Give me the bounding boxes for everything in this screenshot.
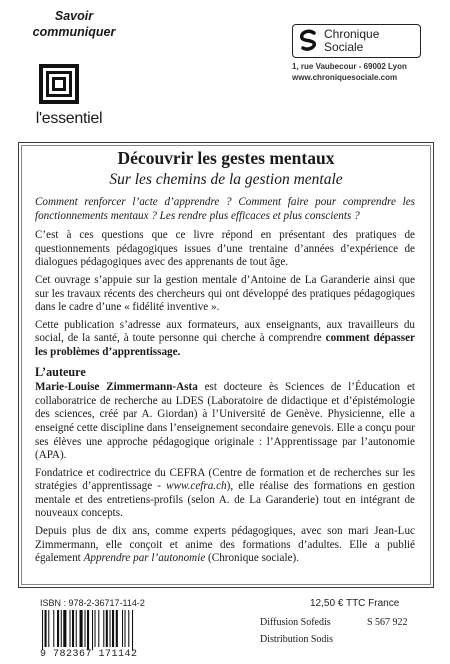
barcode-number: 9 782367 171142: [40, 649, 138, 660]
barcode-bar: [80, 610, 83, 647]
isbn: ISBN : 978-2-36717-114-2: [40, 598, 145, 608]
distribution-1: Diffusion Sofedis: [260, 617, 331, 628]
barcode-bar: [76, 610, 77, 647]
barcode-bar: [42, 610, 43, 650]
barcode-bar: [53, 610, 54, 647]
publisher-logo-box: [292, 24, 421, 58]
author-bio-2: Fondatrice et codirectrice du CEFRA (Centre de formation et de recherches sur les stratégies d’apprentissage - www.cefra.ch), elle réalise des formations en gestion mentale et des entretiens-profils (selon A. de La Garanderie) tout en intégrant de nouveaux concepts.: [35, 466, 415, 520]
barcode-bar: [48, 610, 49, 647]
barcode-bar: [132, 610, 133, 650]
price: 12,50 € TTC France: [310, 598, 400, 609]
barcode-bar: [72, 610, 74, 647]
other-book-title: Apprendre par l’autonomie: [83, 552, 206, 565]
series-name: l'essentiel: [35, 110, 103, 127]
paragraph-2: Cet ouvrage s’appuie sur la gestion mentale d’Antoine de La Garanderie ainsi que sur les travaux récents des chercheurs qui ont développé des pratiques pédagogiques dans le cadre d’une « fidélité inventive ».: [35, 273, 415, 314]
paragraph-3: Cette publication s’adresse aux formateurs, aux enseignants, aux travailleurs du social, de la santé, à toute personne qui cherche à comprendre comment dépasser les problèmes d’apprentissage.: [35, 318, 415, 358]
barcode-bar: [128, 610, 129, 647]
barcode-bar: [85, 610, 86, 647]
author-bio-1: Marie-Louise Zimmermann-Asta est docteure ès Sciences de l’Éducation et collaboratrice de recherche au LDES (Laboratoire de didactique et d’épistémologie des sciences, créé par A. Giordan) à l’Université de Genève. Physicienne, elle a enseigné cette discipline dans l’enseignement secondaire genevois. Elle a conçu pour ses élèves une approche pédagogique originale : l’Apprentissage par l’autonomie (APA).: [35, 381, 415, 462]
barcode-bar: [92, 610, 93, 650]
distribution-2: Distribution Sodis: [260, 634, 334, 645]
barcode-bar: [122, 610, 123, 647]
author-bio-3: Depuis plus de dix ans, comme experts pédagogiques, avec son mari Jean-Luc Zimmermann, elle conçoit et anime des formations d’adultes. Elle a publié également Apprendre par l’autonomie (Chronique sociale).: [35, 525, 415, 565]
barcode: [40, 610, 168, 650]
series-line1: Savoir: [54, 9, 94, 23]
barcode-bar: [45, 610, 47, 647]
intro-questions: Comment renforcer l’acte d’apprendre ? Comment faire pour comprendre les fonctionnements mentaux ? Les rendre plus efficaces et plus conscients ?: [35, 196, 415, 222]
barcode-bar: [98, 610, 99, 647]
barcode-bar: [63, 610, 66, 647]
barcode-bar: [112, 610, 114, 647]
barcode-bar: [106, 610, 108, 647]
publisher-name: Chronique Sociale: [324, 27, 380, 54]
distribution-code: S 567 922: [367, 617, 408, 628]
barcode-bar: [87, 610, 89, 650]
concentric-squares-icon: [39, 64, 79, 104]
cefra-website: www.cefra.ch: [166, 480, 227, 493]
barcode-bar: [70, 610, 71, 647]
book-subtitle: Sur les chemins de la gestion mentale: [109, 171, 343, 188]
barcode-bar: [103, 610, 104, 647]
paragraph-1: C’est à ces questions que ce livre répond en présentant des pratiques de questionnements pédagogiques issues d’une trentaine d’années d’expérience de dialogues pédagogiques avec des apprenants de tout âge.: [35, 229, 415, 269]
barcode-bar: [61, 610, 62, 647]
barcode-bar: [110, 610, 111, 647]
barcode-bar: [57, 610, 59, 647]
series-line2: communiquer: [32, 25, 116, 39]
barcode-bar: [95, 610, 96, 647]
back-cover-text: [35, 196, 415, 570]
publisher-address: 1, rue Vaubecour - 69002 Lyon www.chroniquesociale.com: [292, 62, 407, 82]
book-title: Découvrir les gestes mentaux: [117, 148, 335, 168]
author-heading: L’auteure: [35, 364, 86, 379]
barcode-bar: [116, 610, 118, 647]
series-title: [14, 8, 134, 40]
barcode-bar: [125, 610, 126, 647]
author-name: Marie-Louise Zimmermann-Asta: [35, 381, 198, 394]
cs-swirl-icon: [298, 29, 320, 53]
